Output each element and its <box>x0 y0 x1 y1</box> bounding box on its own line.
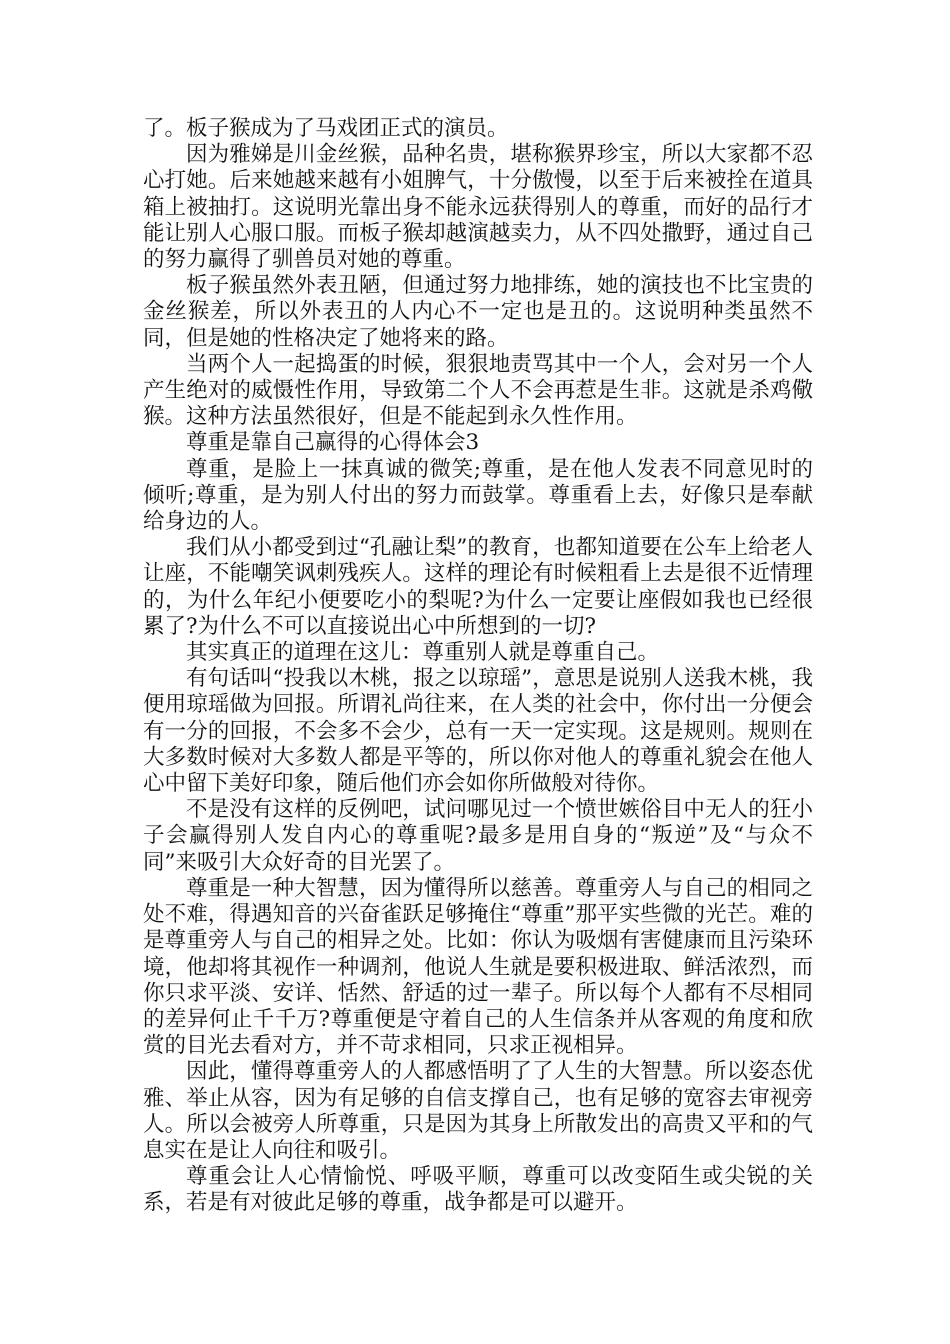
paragraph: 有句话叫“投我以木桃，报之以琼瑶”，意思是说别人送我木桃，我便用琼瑶做为回报。所谓礼尚往来，在人类的社会中，你付出一分便会有一分的回报，不会多不会少，总有一天一定实现。这是规则。规则在大多数时候对大多数人都是平等的，所以你对他人的尊重礼貌会在他人心中留下美好印象，随后他们亦会如你所做般对待你。 <box>143 666 813 797</box>
paragraph: 不是没有这样的反例吧，试问哪见过一个愤世嫉俗目中无人的狂小子会赢得别人发自内心的尊重呢?最多是用自身的“叛逆”及“与众不同”来吸引大众好奇的目光罢了。 <box>143 797 813 875</box>
paragraph-continuation: 了。板子猴成为了马戏团正式的演员。 <box>143 116 509 141</box>
section-heading: 尊重是靠自己赢得的心得体会3 <box>186 430 480 456</box>
paragraph: 其实真正的道理在这儿：尊重别人就是尊重自己。 <box>186 640 660 666</box>
paragraph: 因此，懂得尊重旁人的人都感悟明了了人生的大智慧。所以姿态优雅、举止从容，因为有足够的自信支撑自己，也有足够的宽容去审视旁人。所以会被旁人所尊重，只是因为其身上所散发出的高贵又平和的气息实在是让人向往和吸引。 <box>143 1059 813 1163</box>
paragraph: 尊重是一种大智慧，因为懂得所以慈善。尊重旁人与自己的相同之处不难，得遇知音的兴奋雀跃足够掩住“尊重”那平实些微的光芒。难的是尊重旁人与自己的相异之处。比如：你认为吸烟有害健康而且污染环境，他却将其视作一种调剂，他说人生就是要积极进取、鲜活浓烈，而你只求平淡、安详、恬然、舒适的过一辈子。所以每个人都有不尽相同的差异何止千千万?尊重便是守着自己的人生信条并从客观的角度和欣赏的目光去看对方，并不苛求相同，只求正视相异。 <box>143 875 813 1059</box>
paragraph: 因为雅娣是川金丝猴，品种名贵，堪称猴界珍宝，所以大家都不忍心打她。后来她越来越有小姐脾气，十分傲慢，以至于后来被拴在道具箱上被抽打。这说明光靠出身不能永远获得别人的尊重，而好的品行才能让别人心服口服。而板子猴却越演越卖力，从不四处撒野，通过自己的努力赢得了驯兽员对她的尊重。 <box>143 142 813 273</box>
document-body <box>143 116 813 1217</box>
paragraph: 尊重，是脸上一抹真诚的微笑;尊重，是在他人发表不同意见时的倾听;尊重，是为别人付出的努力而鼓掌。尊重看上去，好像只是奉献给身边的人。 <box>143 456 813 535</box>
paragraph: 当两个人一起捣蛋的时候，狠狠地责骂其中一个人，会对另一个人产生绝对的威慑性作用，导致第二个人不会再惹是生非。这就是杀鸡儆猴。这种方法虽然很好，但是不能起到永久性作用。 <box>143 351 813 430</box>
paragraph: 板子猴虽然外表丑陋，但通过努力地排练，她的演技也不比宝贵的金丝猴差，所以外表丑的人内心不一定也是丑的。这说明种类虽然不同，但是她的性格决定了她将来的路。 <box>143 273 813 351</box>
paragraph: 尊重会让人心情愉悦、呼吸平顺，尊重可以改变陌生或尖锐的关系，若是有对彼此足够的尊重，战争都是可以避开。 <box>143 1164 813 1216</box>
paragraph: 我们从小都受到过“孔融让梨”的教育，也都知道要在公车上给老人让座，不能嘲笑讽刺残疾人。这样的理论有时候粗看上去是很不近情理的，为什么年纪小便要吃小的梨呢?为什么一定要让座假如我也已经很累了?为什么不可以直接说出心中所想到的一切? <box>143 535 813 639</box>
